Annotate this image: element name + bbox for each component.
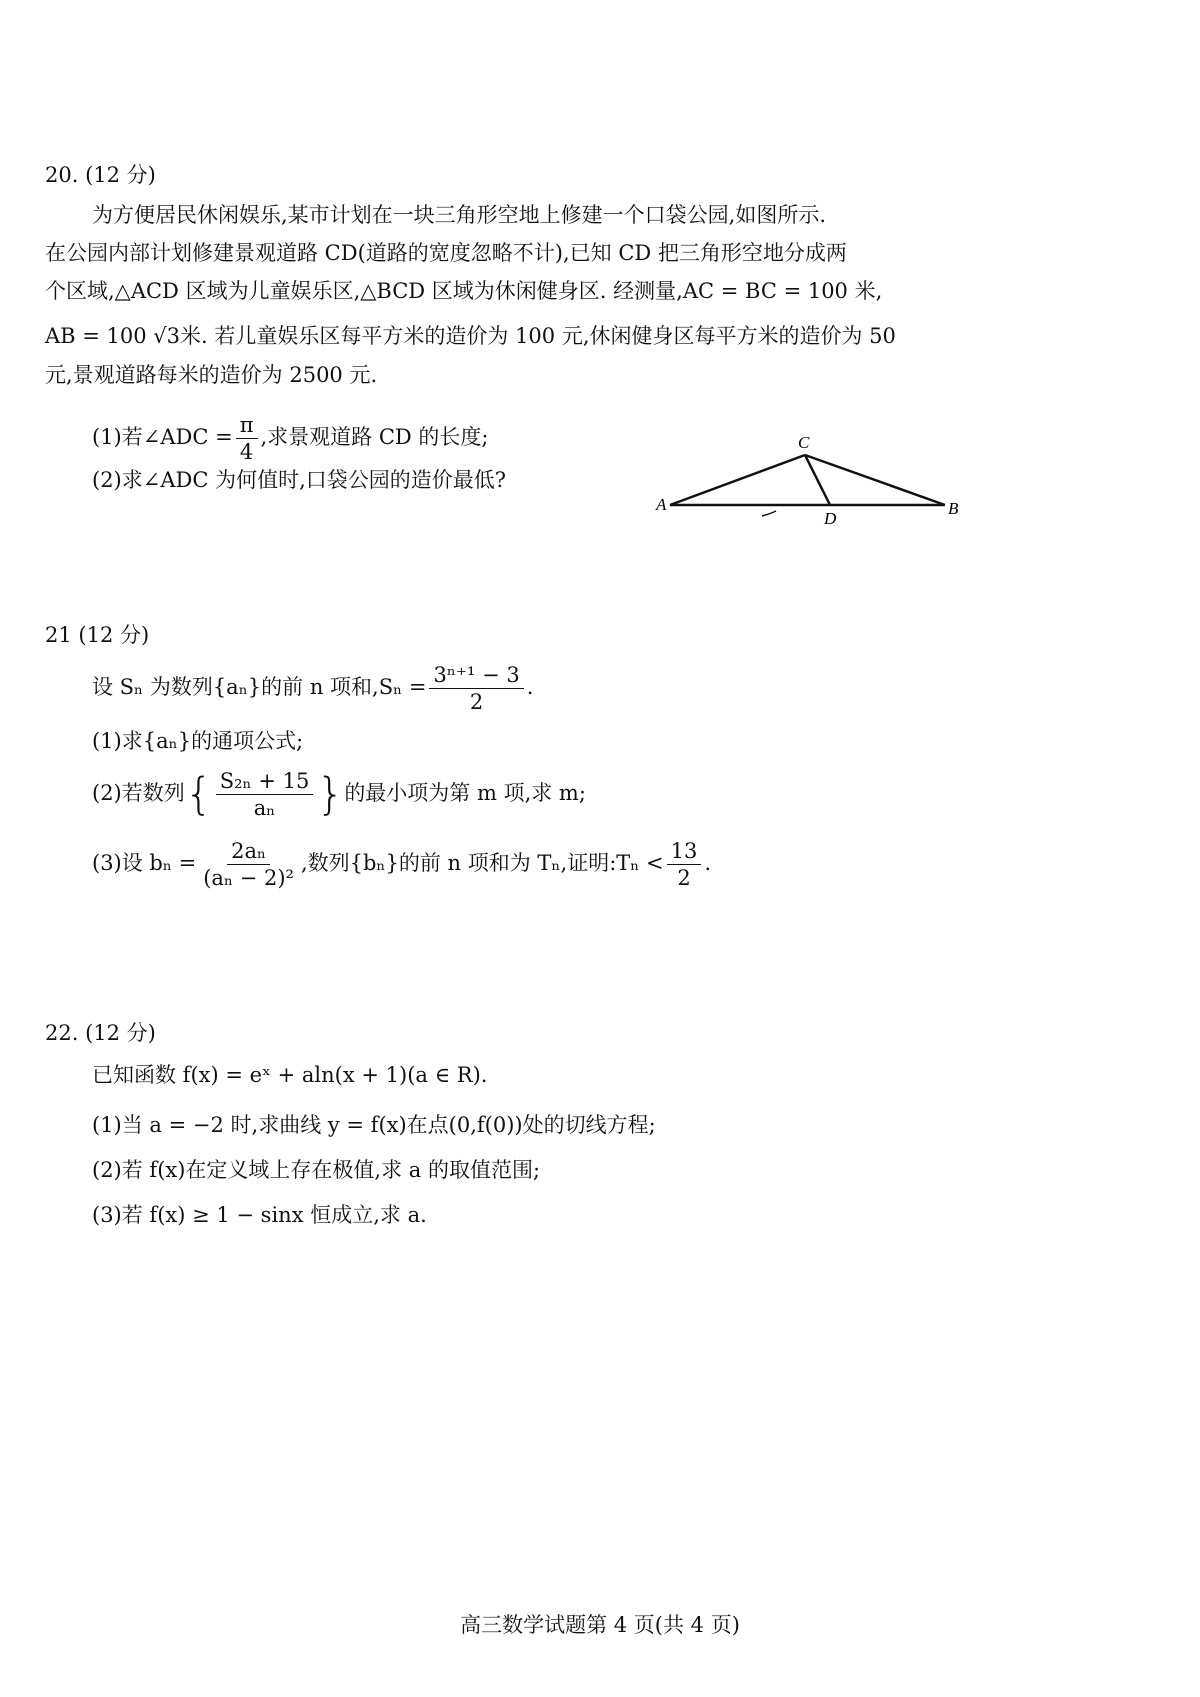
label-a: A	[656, 495, 667, 514]
right-brace-icon: }	[316, 768, 345, 820]
segment-ac	[670, 455, 805, 505]
q20-paragraph-line-4: AB = 100 √3米. 若儿童娱乐区每平方米的造价为 100 元,休闲健身区每平方米的造价为 50	[45, 324, 896, 348]
q20-paragraph-line-3: 个区域,△ACD 区域为儿童娱乐区,△BCD 区域为休闲健身区. 经测量,AC = BC = 100 米,	[45, 279, 883, 303]
q21-subquestion-2	[92, 768, 586, 821]
q21-s3-prefix: (3)设 bₙ =	[92, 851, 197, 875]
fraction-denominator: 2	[677, 866, 691, 890]
q21-paragraph	[92, 662, 533, 715]
angle-mark-icon	[762, 511, 776, 516]
q21-header: 21 (12 分)	[45, 623, 150, 647]
q20-paragraph-line-1: 为方便居民休闲娱乐,某市计划在一块三角形空地上修建一个口袋公园,如图所示.	[92, 203, 827, 227]
q20-s1-suffix: ,求景观道路 CD 的长度;	[260, 425, 489, 449]
left-brace-icon: {	[184, 768, 213, 820]
label-d: D	[824, 509, 837, 528]
fraction-denominator: (aₙ − 2)²	[203, 866, 294, 890]
q21-s2-prefix: (2)若数列	[92, 781, 185, 805]
q20-paragraph-line-5: 元,景观道路每米的造价为 2500 元.	[45, 363, 378, 387]
sn-fraction	[429, 662, 523, 715]
q20-paragraph-line-2: 在公园内部计划修建景观道路 CD(道路的宽度忽略不计),已知 CD 把三角形空地分成两	[45, 241, 847, 265]
fraction-numerator: 2aₙ	[227, 838, 270, 865]
fraction-denominator: aₙ	[253, 796, 276, 820]
q22-header: 22. (12 分)	[45, 1021, 156, 1045]
thirteen-halves-fraction	[667, 838, 702, 891]
fraction-numerator: π	[236, 412, 258, 439]
q20-subquestion-2: (2)求∠ADC 为何值时,口袋公园的造价最低?	[92, 468, 507, 492]
triangle-figure	[656, 433, 960, 540]
q21-p1-suffix: .	[526, 675, 534, 699]
q20-header: 20. (12 分)	[45, 163, 156, 187]
fraction-numerator: 13	[667, 838, 702, 865]
q21-s3-suffix: .	[704, 851, 712, 875]
bn-fraction	[199, 838, 298, 891]
q21-s3-middle: ,数列{bₙ}的前 n 项和为 Tₙ,证明:Tₙ <	[300, 851, 664, 875]
q20-subquestion-1	[92, 412, 489, 465]
q21-subquestion-1: (1)求{aₙ}的通项公式;	[92, 729, 304, 753]
q21-subquestion-3	[92, 838, 711, 891]
label-c: C	[798, 433, 810, 452]
fraction-numerator: 3ⁿ⁺¹ − 3	[429, 662, 523, 689]
sequence-fraction	[216, 768, 314, 821]
q21-s2-suffix: 的最小项为第 m 项,求 m;	[344, 781, 586, 805]
q20-s1-prefix: (1)若∠ADC =	[92, 425, 233, 449]
fraction-numerator: S₂ₙ + 15	[216, 768, 314, 795]
q22-paragraph: 已知函数 f(x) = eˣ + aln(x + 1)(a ∈ R).	[92, 1063, 488, 1087]
label-b: B	[948, 499, 959, 518]
q22-subquestion-3: (3)若 f(x) ≥ 1 − sinx 恒成立,求 a.	[92, 1203, 427, 1227]
fraction-denominator: 2	[469, 690, 484, 714]
q21-p1-prefix: 设 Sₙ 为数列{aₙ}的前 n 项和,Sₙ =	[92, 675, 427, 699]
q22-subquestion-1: (1)当 a = −2 时,求曲线 y = f(x)在点(0,f(0))处的切线方程;	[92, 1113, 656, 1137]
pi-over-4-fraction	[236, 412, 258, 465]
fraction-denominator: 4	[239, 440, 254, 464]
q22-subquestion-2: (2)若 f(x)在定义域上存在极值,求 a 的取值范围;	[92, 1158, 541, 1182]
page-footer: 高三数学试题第 4 页(共 4 页)	[460, 1613, 740, 1637]
